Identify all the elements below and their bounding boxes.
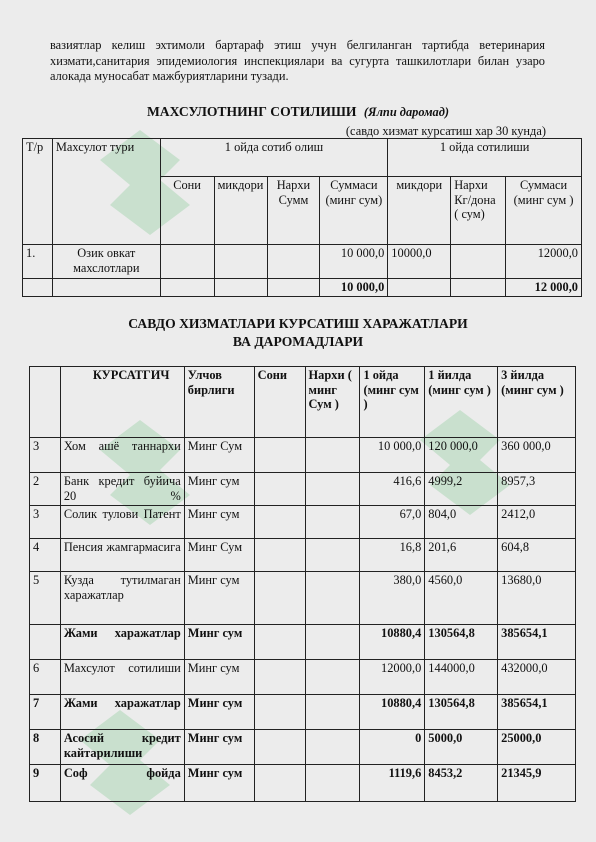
table-row <box>23 279 582 297</box>
row-year1: 4560,0 <box>425 572 498 625</box>
row-year1: 201,6 <box>425 539 498 572</box>
table-row <box>30 506 576 539</box>
row-year3: 25000,0 <box>498 730 576 765</box>
empty-cell <box>23 279 53 297</box>
row-num: 4 <box>30 539 61 572</box>
row-sum: 10 000,0 <box>320 245 388 279</box>
header-sum: Суммаси (минг сум) <box>320 177 388 245</box>
row-qty <box>254 506 305 539</box>
header-unit: Улчов бирлиги <box>184 367 254 438</box>
empty-cell <box>214 245 267 279</box>
row-unit: Минг Сум <box>184 438 254 473</box>
row-qty <box>254 473 305 506</box>
row-price <box>305 660 360 695</box>
row-qty <box>254 765 305 802</box>
row-qty <box>254 572 305 625</box>
empty-cell <box>160 245 214 279</box>
row-month: 416,6 <box>360 473 425 506</box>
row-year3: 432000,0 <box>498 660 576 695</box>
row-month: 10880,4 <box>360 695 425 730</box>
row-indicator: Банк кредит буйича 20 % <box>60 473 184 506</box>
row-num: 6 <box>30 660 61 695</box>
row-year3: 385654,1 <box>498 695 576 730</box>
row-qty <box>254 539 305 572</box>
header-amount: микдори <box>214 177 267 245</box>
header-sale-amount: микдори <box>388 177 451 245</box>
header-sale-price: Нархи Кг/дона ( сум) <box>451 177 506 245</box>
row-year3: 2412,0 <box>498 506 576 539</box>
row-year3: 13680,0 <box>498 572 576 625</box>
row-indicator: Пенсия жамгармасига <box>60 539 184 572</box>
row-month: 16,8 <box>360 539 425 572</box>
empty-cell <box>30 367 61 438</box>
row-num: 2 <box>30 473 61 506</box>
empty-cell <box>451 245 506 279</box>
header-year1: 1 йилда (минг сум ) <box>425 367 498 438</box>
row-num: 1. <box>23 245 53 279</box>
row-num: 3 <box>30 506 61 539</box>
row-indicator: Хом ашё таннархи <box>60 438 184 473</box>
row-year1: 144000,0 <box>425 660 498 695</box>
table-row <box>30 473 576 506</box>
row-unit: Минг сум <box>184 625 254 660</box>
sales-title <box>0 104 596 120</box>
sales-subtitle: (савдо хизмат курсатиш хар 30 кунда) <box>345 124 546 138</box>
row-price <box>305 730 360 765</box>
sales-title-main: МАХСУЛОТНИНГ СОТИЛИШИ <box>146 104 357 119</box>
table-row <box>23 139 582 177</box>
empty-cell <box>267 245 320 279</box>
row-unit: Минг сум <box>184 660 254 695</box>
row-year3: 604,8 <box>498 539 576 572</box>
row-indicator: Жами харажатлар <box>60 695 184 730</box>
empty-cell <box>52 279 160 297</box>
row-year3: 385654,1 <box>498 625 576 660</box>
header-qty: Сони <box>160 177 214 245</box>
sales-title-italic: (Ялпи даромад) <box>363 105 450 119</box>
header-month: 1 ойда (минг сум ) <box>360 367 425 438</box>
row-qty <box>254 660 305 695</box>
row-indicator: Соф фойда <box>60 765 184 802</box>
row-price <box>305 695 360 730</box>
row-qty <box>254 695 305 730</box>
row-month: 10880,4 <box>360 625 425 660</box>
intro-paragraph: вазиятлар келиш эхтимоли бартараф этиш учун белгиланган тартибда ветеринария хизмати,санитария эпидемиология инспекциялари ва сугурта ташкилотлари билан узаро алокада муносабат мажбуриятларини тузади. <box>50 38 545 83</box>
row-unit: Минг сум <box>184 572 254 625</box>
row-num: 9 <box>30 765 61 802</box>
row-year3: 8957,3 <box>498 473 576 506</box>
row-indicator: Махсулот сотилиши <box>60 660 184 695</box>
row-year1: 804,0 <box>425 506 498 539</box>
row-month: 10 000,0 <box>360 438 425 473</box>
costs-title-line2: ВА ДАРОМАДЛАРИ <box>232 334 364 349</box>
empty-cell <box>451 279 506 297</box>
row-num: 5 <box>30 572 61 625</box>
row-price <box>305 572 360 625</box>
row-num <box>30 625 61 660</box>
row-qty <box>254 438 305 473</box>
empty-cell <box>388 279 451 297</box>
row-indicator: Кузда тутилмаган харажатлар <box>60 572 184 625</box>
row-year1: 8453,2 <box>425 765 498 802</box>
row-sale-amount: 10000,0 <box>388 245 451 279</box>
row-year3: 360 000,0 <box>498 438 576 473</box>
empty-cell <box>267 279 320 297</box>
empty-cell <box>214 279 267 297</box>
table-row <box>30 572 576 625</box>
total-sale-sum: 12 000,0 <box>506 279 582 297</box>
row-month: 12000,0 <box>360 660 425 695</box>
costs-table <box>29 366 576 802</box>
row-unit: Минг сум <box>184 730 254 765</box>
header-num: Т/р <box>23 139 53 245</box>
sales-table <box>22 138 582 297</box>
row-sale-sum: 12000,0 <box>506 245 582 279</box>
row-qty <box>254 730 305 765</box>
header-price: Нархи ( минг Сум ) <box>305 367 360 438</box>
row-year1: 5000,0 <box>425 730 498 765</box>
header-product: Махсулот тури <box>52 139 160 245</box>
table-row <box>23 245 582 279</box>
row-price <box>305 765 360 802</box>
row-price <box>305 506 360 539</box>
row-month: 67,0 <box>360 506 425 539</box>
row-unit: Минг сум <box>184 506 254 539</box>
row-unit: Минг сум <box>184 473 254 506</box>
row-price <box>305 438 360 473</box>
header-year3: 3 йилда (минг сум ) <box>498 367 576 438</box>
row-price <box>305 473 360 506</box>
row-year1: 130564,8 <box>425 625 498 660</box>
empty-cell <box>160 279 214 297</box>
costs-title-line1: САВДО ХИЗМАТЛАРИ КУРСАТИШ ХАРАЖАТЛАРИ <box>128 316 468 331</box>
row-year3: 21345,9 <box>498 765 576 802</box>
table-row <box>30 625 576 660</box>
row-unit: Минг сум <box>184 765 254 802</box>
row-indicator: Асосий кредит кайтарилиши <box>60 730 184 765</box>
row-product: Озик овкат махслотлари <box>52 245 160 279</box>
total-sum: 10 000,0 <box>320 279 388 297</box>
row-month: 1119,6 <box>360 765 425 802</box>
row-month: 0 <box>360 730 425 765</box>
header-purchase: 1 ойда сотиб олиш <box>160 139 388 177</box>
header-sale: 1 ойда сотилиши <box>388 139 582 177</box>
row-price <box>305 625 360 660</box>
table-row <box>30 765 576 802</box>
row-year1: 130564,8 <box>425 695 498 730</box>
row-indicator: Солик тулови Патент <box>60 506 184 539</box>
row-month: 380,0 <box>360 572 425 625</box>
table-row <box>30 730 576 765</box>
header-price: Нархи Сумм <box>267 177 320 245</box>
table-row <box>30 438 576 473</box>
table-row <box>30 660 576 695</box>
row-year1: 4999,2 <box>425 473 498 506</box>
row-unit: Минг сум <box>184 695 254 730</box>
row-year1: 120 000,0 <box>425 438 498 473</box>
header-qty: Сони <box>254 367 305 438</box>
row-price <box>305 539 360 572</box>
table-row <box>30 367 576 438</box>
table-row <box>30 539 576 572</box>
header-indicator: КУРСАТГИЧ <box>60 367 184 438</box>
header-sale-sum: Суммаси (минг сум ) <box>506 177 582 245</box>
row-num: 7 <box>30 695 61 730</box>
row-num: 3 <box>30 438 61 473</box>
row-unit: Минг Сум <box>184 539 254 572</box>
row-num: 8 <box>30 730 61 765</box>
table-row <box>30 695 576 730</box>
row-qty <box>254 625 305 660</box>
row-indicator: Жами харажатлар <box>60 625 184 660</box>
